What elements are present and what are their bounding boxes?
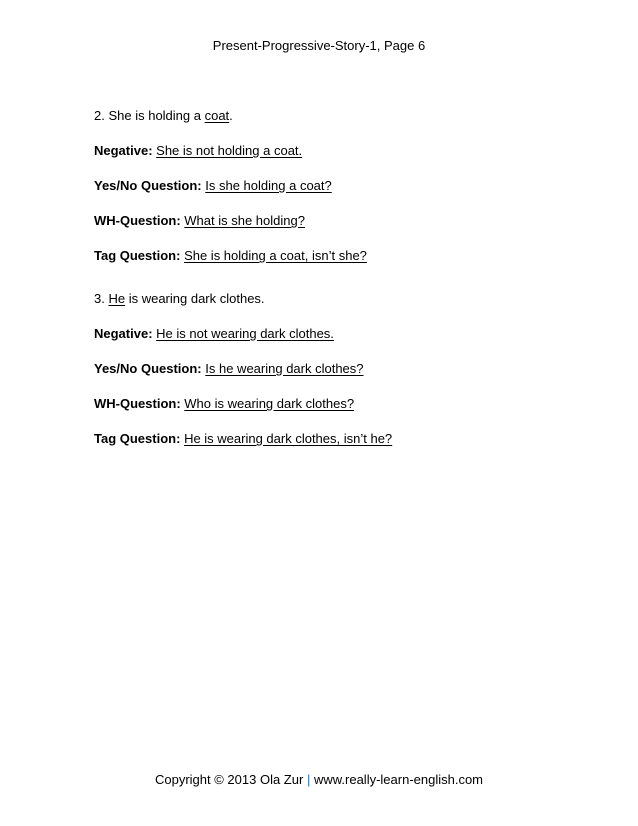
tag-line — [94, 430, 594, 447]
sentence-line — [94, 107, 594, 124]
sentence-text-post: . — [229, 108, 233, 123]
exercise-content — [94, 107, 594, 447]
wh-label: WH-Question: — [94, 396, 181, 411]
website-link[interactable]: www.really-learn-english.com — [313, 772, 484, 787]
sentence-text-pre: She is holding a — [108, 108, 205, 123]
item-number: 3. — [94, 291, 105, 306]
sentence-line — [94, 290, 594, 307]
yesno-label: Yes/No Question: — [94, 178, 202, 193]
page-title: Present-Progressive-Story-1, Page 6 — [212, 38, 426, 53]
wh-answer: What is she holding? — [184, 213, 305, 228]
wh-label: WH-Question: — [94, 213, 181, 228]
copyright-text: Copyright © 2013 Ola Zur — [154, 772, 304, 787]
sentence-underlined: He — [108, 291, 126, 306]
negative-line — [94, 325, 594, 342]
tag-answer: He is wearing dark clothes, isn’t he? — [184, 431, 393, 446]
wh-line — [94, 212, 594, 229]
yesno-answer: Is she holding a coat? — [205, 178, 332, 193]
yesno-line — [94, 177, 594, 194]
sentence-underlined: coat — [204, 108, 230, 123]
page-header — [0, 38, 638, 53]
tag-answer: She is holding a coat, isn’t she? — [184, 248, 367, 263]
tag-label: Tag Question: — [94, 248, 181, 263]
page-footer — [0, 772, 638, 787]
yesno-answer: Is he wearing dark clothes? — [205, 361, 364, 376]
sentence-text-post: is wearing dark clothes. — [125, 291, 265, 306]
negative-answer: She is not holding a coat. — [156, 143, 303, 158]
negative-label: Negative: — [94, 143, 153, 158]
wh-answer: Who is wearing dark clothes? — [184, 396, 355, 411]
tag-label: Tag Question: — [94, 431, 181, 446]
tag-line — [94, 247, 594, 264]
wh-line — [94, 395, 594, 412]
negative-line — [94, 142, 594, 159]
yesno-line — [94, 360, 594, 377]
item-number: 2. — [94, 108, 105, 123]
negative-label: Negative: — [94, 326, 153, 341]
footer-separator: | — [306, 772, 311, 787]
negative-answer: He is not wearing dark clothes. — [156, 326, 334, 341]
yesno-label: Yes/No Question: — [94, 361, 202, 376]
